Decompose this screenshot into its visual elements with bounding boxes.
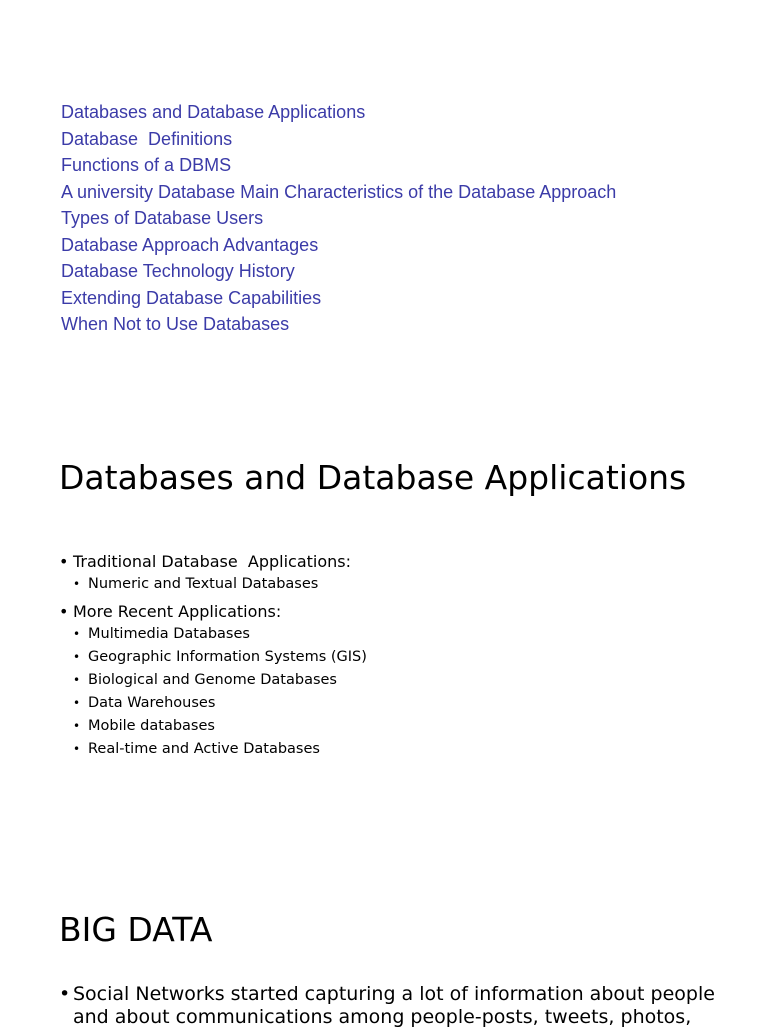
sub-bullet-item: • Data Warehouses: [73, 692, 719, 715]
sub-bullet-item: • Mobile databases: [73, 715, 719, 738]
toc-item: [61, 205, 616, 232]
traditional-sub-list: [59, 573, 719, 596]
toc-item: [61, 152, 616, 179]
toc-item: [61, 126, 616, 153]
table-of-contents: [61, 99, 616, 338]
bullet-social-networks: • Social Networks started capturing a lot of information about people and about communications among people-posts, tweets, photos,: [59, 983, 719, 1029]
toc-link-when-not-to-use[interactable]: When Not to Use Databases: [61, 314, 290, 334]
toc-link-functions-dbms[interactable]: Functions of a DBMS: [61, 155, 232, 175]
toc-item: [61, 285, 616, 312]
bullet-recent-applications: • More Recent Applications:: [59, 600, 719, 623]
toc-link-technology-history[interactable]: Database Technology History: [61, 261, 295, 281]
toc-link-types-users[interactable]: Types of Database Users: [61, 208, 264, 228]
slide2-bullet-list: [59, 983, 719, 1029]
toc-link-university-database[interactable]: A university Database Main Characteristics of the Database Approach: [61, 181, 617, 202]
slide-title-big-data: BIG DATA: [59, 910, 213, 949]
sub-bullet-item: • Multimedia Databases: [73, 623, 719, 646]
toc-link-database-definitions[interactable]: Database Definitions: [61, 128, 233, 149]
toc-link-approach-advantages[interactable]: Database Approach Advantages: [61, 234, 319, 255]
slide1-bullet-list: [59, 550, 719, 765]
toc-item: [61, 99, 616, 126]
sub-list-container: [59, 623, 719, 761]
sub-bullet-item: • Real-time and Active Databases: [73, 738, 719, 761]
toc-item: [61, 258, 616, 285]
bullet-traditional-applications: • Traditional Database Applications:: [59, 550, 719, 573]
sub-bullet-item: • Geographic Information Systems (GIS): [73, 646, 719, 669]
toc-link-extending-capabilities[interactable]: Extending Database Capabilities: [61, 287, 322, 308]
toc-item: [61, 232, 616, 259]
toc-item: [61, 179, 616, 206]
slide-title-databases-applications: Databases and Database Applications: [59, 458, 687, 497]
sub-list-container: [59, 573, 719, 596]
sub-bullet-item: • Numeric and Textual Databases: [73, 573, 719, 596]
recent-sub-list: [59, 623, 719, 761]
toc-link-databases-applications[interactable]: Databases and Database Applications: [61, 102, 366, 122]
sub-bullet-item: • Biological and Genome Databases: [73, 669, 719, 692]
toc-item: [61, 311, 616, 338]
